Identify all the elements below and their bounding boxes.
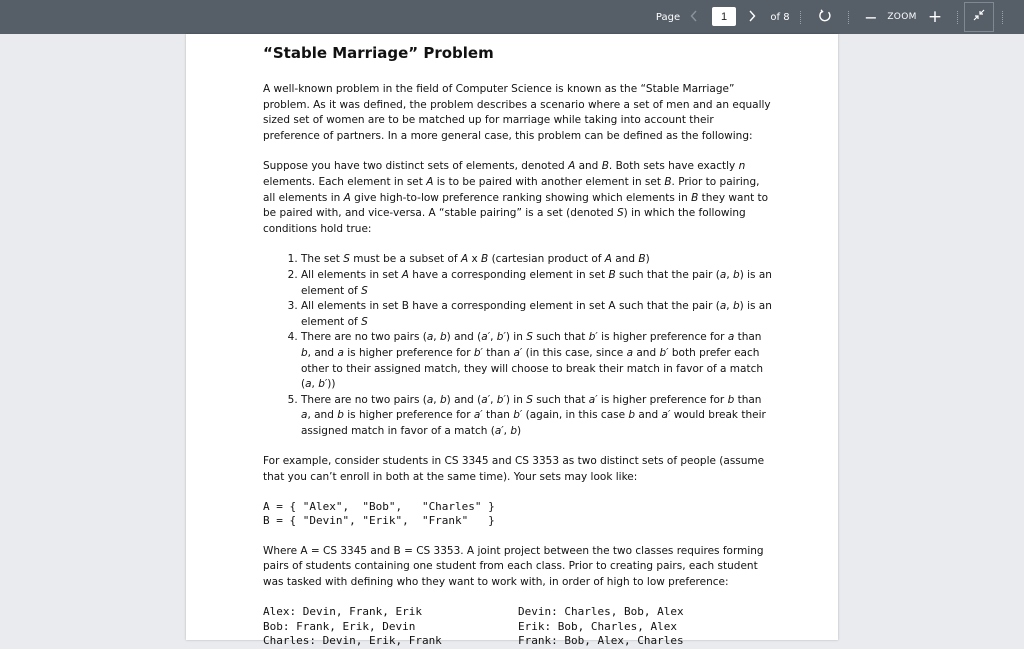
collapse-icon xyxy=(973,8,985,26)
chevron-right-icon xyxy=(748,8,756,26)
preferences-right-column xyxy=(518,605,773,649)
zoom-in-button[interactable]: + xyxy=(927,7,943,27)
preference-line: Alex: Devin, Frank, Erik xyxy=(263,605,422,619)
document-content xyxy=(263,34,773,649)
toolbar-divider xyxy=(848,11,849,24)
chevron-left-icon xyxy=(690,8,698,26)
preference-line: Bob: Frank, Erik, Devin xyxy=(263,619,416,633)
previous-page-button[interactable] xyxy=(684,0,704,34)
conditions-list xyxy=(263,252,773,439)
condition-item: 5. There are no two pairs (a, b) and (a′, b′) in S such that a′ is higher preference for b than a, and b is higher preference for a′ than b′ (again, in this case b and a′ would break their assigned match in favor of a match (a′, b) xyxy=(301,393,773,440)
page-number-input[interactable]: 1 xyxy=(712,7,736,26)
set-definitions xyxy=(263,500,773,529)
preference-line: Erik: Bob, Charles, Alex xyxy=(518,619,677,633)
project-paragraph: Where A = CS 3345 and B = CS 3353. A joint project between the two classes requires forming pairs of students containing one student from each class. Prior to creating pairs, each student was tasked with defining who they want to work with, in order of high to low preference: xyxy=(263,544,764,588)
intro-paragraph: A well-known problem in the field of Computer Science is known as the “Stable Marriage” problem. As it was defined, the problem describes a scenario where a set of men and an equally sized set of women are to be matched up for marriage while taking into account their preference of partners. In a more general case, this problem can be defined as the following: xyxy=(263,83,771,142)
condition-item: 2. All elements in set A have a corresponding element in set B such that the pair (a, b) is an element of S xyxy=(301,268,773,299)
reset-view-button[interactable] xyxy=(813,0,837,34)
page-label: Page xyxy=(655,11,681,23)
toolbar-divider xyxy=(957,11,958,24)
definition-paragraph: Suppose you have two distinct sets of elements, denoted A and B. Both sets have exactly n elements. Each element in set A is to be paired with another element in set B. Prior to pairing, all elements in A give high-to-low preference ranking showing which elements in B they want to be paired with, and vice-versa. A “stable pairing” is a set (denoted S) in which the following conditions hold true: xyxy=(263,160,769,235)
condition-item: 1. The set S must be a subset of A x B (cartesian product of A and B) xyxy=(301,252,773,268)
preference-lists xyxy=(263,605,773,649)
zoom-label: ZOOM xyxy=(887,12,917,22)
viewer-toolbar xyxy=(0,0,1024,34)
condition-item: 4. There are no two pairs (a, b) and (a′, b′) in S such that b′ is higher preference for a than b, and a is higher preference for b′ than a′ (in this case, since a and b′ both prefer each other to their assigned match, they will choose to break their match in favor of a match (a, b′)) xyxy=(301,330,773,392)
toolbar-divider xyxy=(800,11,801,24)
preference-line: Devin: Charles, Bob, Alex xyxy=(518,605,684,619)
example-paragraph: For example, consider students in CS 3345 and CS 3353 as two distinct sets of people (assume that you can’t enroll in both at the same time). Your sets may look like: xyxy=(263,455,765,484)
set-a-line: A = { "Alex", "Bob", "Charles" } xyxy=(263,499,495,513)
condition-item: 3. All elements in set B have a corresponding element in set A such that the pair (a, b) is an element of S xyxy=(301,299,773,330)
preferences-left-column xyxy=(263,605,518,649)
next-page-button[interactable] xyxy=(742,0,762,34)
page-count-label: of 8 xyxy=(770,11,790,23)
set-b-line: B = { "Devin", "Erik", "Frank" } xyxy=(263,514,495,528)
rotate-icon xyxy=(818,8,832,27)
document-page xyxy=(186,34,838,648)
collapse-fullscreen-button[interactable] xyxy=(964,2,994,32)
preference-line: Frank: Bob, Alex, Charles xyxy=(518,634,684,648)
preference-line: Charles: Devin, Erik, Frank xyxy=(263,634,442,648)
toolbar-divider xyxy=(1002,11,1003,24)
zoom-out-button[interactable]: − xyxy=(864,7,878,27)
document-title: “Stable Marriage” Problem xyxy=(263,44,494,62)
